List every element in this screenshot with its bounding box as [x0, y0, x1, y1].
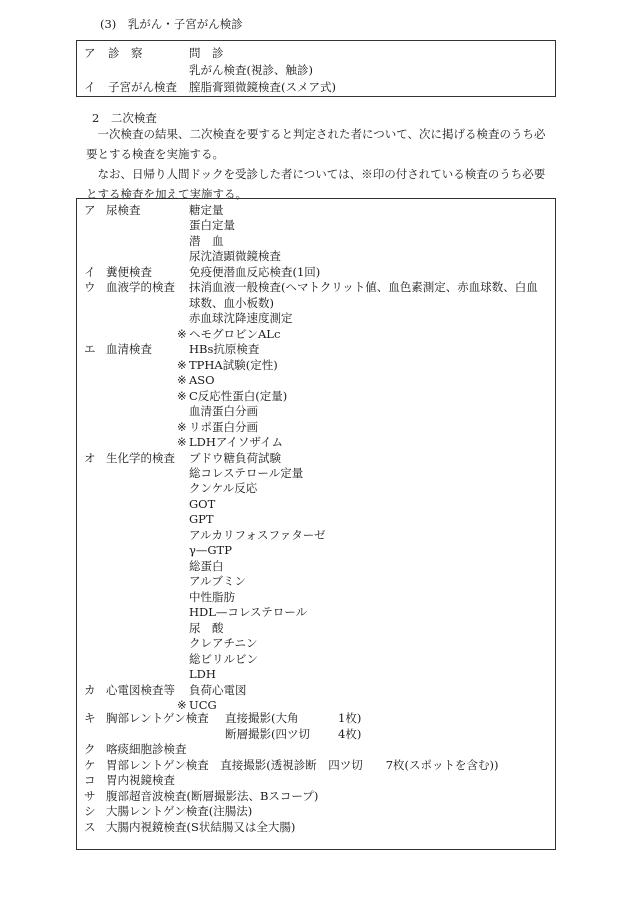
- row-item: GOT: [189, 497, 216, 511]
- row-label: 生化学的検査: [106, 451, 175, 465]
- row-item: TPHA試験(定性): [189, 358, 278, 372]
- tail-letter: サ: [84, 789, 96, 803]
- tail-letter: ス: [84, 820, 96, 834]
- tail-text: 腹部超音波検査(断層撮影法、Bスコープ): [106, 789, 319, 803]
- chest-count: 1枚): [338, 711, 362, 725]
- row-item: リポ蛋白分画: [189, 420, 258, 434]
- section3-row-letter: ア: [84, 46, 96, 60]
- row-item: クンケル反応: [189, 481, 258, 495]
- section2-paragraph: なお、日帰り人間ドックを受診した者については、※印の付されている検査のうち必要とする検査を加えて実施する。: [86, 167, 546, 201]
- section2-body: [86, 124, 556, 204]
- tail-text: 大腸内視鏡検査(S状結腸又は全大腸): [106, 820, 296, 834]
- section3-row-letter: イ: [84, 80, 96, 94]
- row-item: C反応性蛋白(定量): [189, 389, 288, 403]
- row-item: 糖定量: [189, 203, 224, 217]
- row-item: 総ビリルビン: [189, 652, 258, 666]
- row-mark: ※: [177, 373, 187, 387]
- row-label: 尿検査: [106, 203, 141, 217]
- row-item: 抹消血液一般検査(ヘマトクリット値、血色素測定、赤血球数、白血: [189, 280, 538, 294]
- row-item: γ—GTP: [189, 543, 232, 557]
- row-item: 免疫便潜血反応検査(1回): [189, 265, 321, 279]
- row-item: HBs抗原検査: [189, 342, 260, 356]
- chest-method: 直接撮影(大角: [225, 711, 299, 725]
- tail-letter: ク: [84, 742, 96, 756]
- row-item: ブドウ糖負荷試験: [189, 451, 281, 465]
- tail-text: 胃部レントゲン検査 直接撮影(透視診断 四ツ切 7枚(スポットを含む)): [106, 758, 499, 772]
- section3-row-label: 診 察: [108, 46, 143, 60]
- row-item: UCG: [189, 698, 217, 712]
- row-item: 赤血球沈降速度測定: [189, 311, 293, 325]
- chest-label: 胸部レントゲン検査: [106, 711, 209, 725]
- row-item: 潜 血: [189, 234, 224, 248]
- row-item: 尿 酸: [189, 621, 224, 635]
- row-item: 総蛋白: [189, 559, 224, 573]
- tail-text: 胃内視鏡検査: [106, 773, 175, 787]
- section3-row-item: 乳がん検査(視診、触診): [189, 63, 313, 77]
- row-item: ヘモグロビンALc: [189, 327, 281, 341]
- section3-heading: (3) 乳がん・子宮がん検診: [100, 17, 243, 31]
- row-letter: エ: [84, 342, 96, 356]
- row-item: アルカリフォスファターゼ: [189, 528, 326, 542]
- tail-letter: シ: [84, 804, 96, 818]
- tail-text: 喀痰細胞診検査: [106, 742, 187, 756]
- row-item: 総コレステロール定量: [189, 466, 304, 480]
- row-item: アルブミン: [189, 574, 247, 588]
- row-mark: ※: [177, 420, 187, 434]
- row-item: GPT: [189, 512, 214, 526]
- row-item: LDHアイソザイム: [189, 435, 284, 449]
- section3-row-label: 子宮がん検査: [108, 80, 177, 94]
- tail-text: 大腸レントゲン検査(注腸法): [106, 804, 253, 818]
- row-item: 蛋白定量: [189, 218, 235, 232]
- chest-letter: キ: [84, 711, 96, 725]
- row-mark: ※: [177, 389, 187, 403]
- row-letter: ウ: [84, 280, 96, 294]
- row-item: 球数、血小板数): [189, 296, 274, 310]
- section3-row-item: 膣脂膏頸微鏡検査(スメア式): [189, 80, 336, 94]
- row-item: クレアチニン: [189, 636, 258, 650]
- tail-letter: コ: [84, 773, 96, 787]
- row-item: 血清蛋白分画: [189, 404, 258, 418]
- row-item: 中性脂肪: [189, 590, 235, 604]
- row-item: 尿沈渣顕微鏡検査: [189, 249, 281, 263]
- row-label: 糞便検査: [106, 265, 152, 279]
- row-label: 血清検査: [106, 342, 152, 356]
- row-mark: ※: [177, 435, 187, 449]
- row-item: ASO: [189, 373, 215, 387]
- row-letter: カ: [84, 683, 96, 697]
- row-mark: ※: [177, 327, 187, 341]
- section3-row-item: 問 診: [189, 46, 224, 60]
- section2-heading: 2 二次検査: [92, 111, 157, 125]
- chest-count: 4枚): [338, 727, 362, 741]
- row-letter: ア: [84, 203, 96, 217]
- row-item: HDL—コレステロール: [189, 605, 308, 619]
- row-letter: イ: [84, 265, 96, 279]
- section2-paragraph: 一次検査の結果、二次検査を要すると判定された者について、次に掲げる検査のうち必要とする検査を実施する。: [86, 127, 546, 161]
- row-label: 血液学的検査: [106, 280, 175, 294]
- row-mark: ※: [177, 698, 187, 712]
- row-mark: ※: [177, 358, 187, 372]
- row-label: 心電図検査等: [106, 683, 175, 697]
- row-letter: オ: [84, 451, 96, 465]
- row-item: LDH: [189, 667, 216, 681]
- tail-letter: ケ: [84, 758, 96, 772]
- chest-method: 断層撮影(四ツ切: [225, 727, 310, 741]
- row-item: 負荷心電図: [189, 683, 247, 697]
